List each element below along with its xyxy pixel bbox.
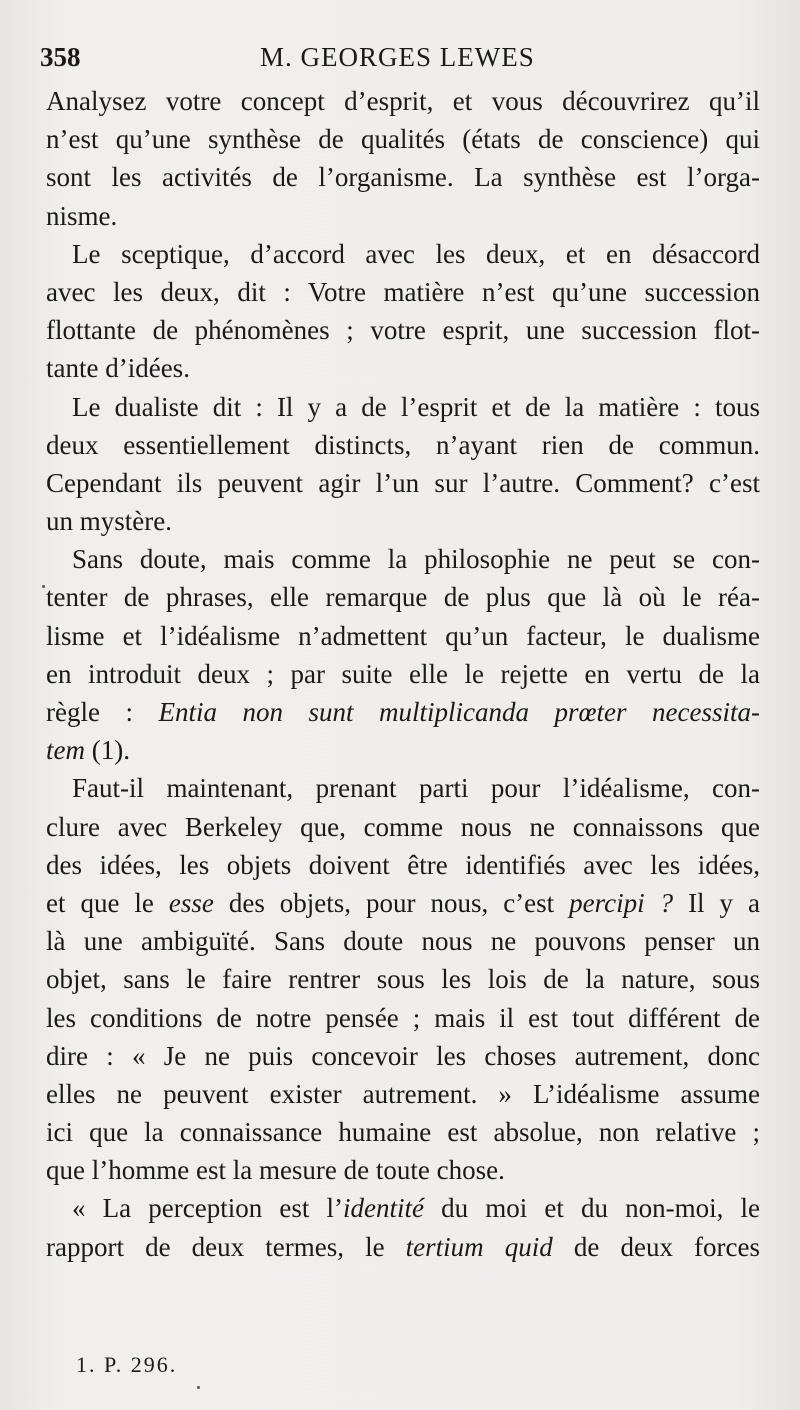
text-segment: sont les activités de l’organisme. La synthèse est l’orga-: [46, 162, 760, 193]
text-line: [46, 1037, 760, 1075]
body-text: [46, 82, 760, 1266]
text-segment: nisme.: [46, 200, 118, 231]
text-line: [46, 426, 760, 464]
text-segment: Le sceptique, d’accord avec les deux, et en désaccord: [72, 238, 760, 269]
text-segment: Cependant ils peuvent agir l’un sur l’autre. Comment? c’est: [46, 467, 760, 498]
text-segment: tenter de phrases, elle remarque de plus que là où le réa-: [46, 582, 760, 613]
text-line: [46, 158, 760, 196]
text-segment: Il y a: [673, 887, 760, 918]
text-line: [46, 884, 760, 922]
text-segment: flottante de phénomènes ; votre esprit, une succession flot-: [46, 315, 760, 346]
text-line: [46, 655, 760, 693]
text-segment: dire : « Je ne puis concevoir les choses autrement, donc: [46, 1040, 760, 1071]
text-segment: des objets, pour nous, c’est: [213, 887, 570, 918]
text-line: [46, 273, 760, 311]
text-segment: avec les deux, dit : Votre matière n’est qu’une succession: [46, 276, 760, 307]
text-line: [46, 540, 760, 578]
text-line: [46, 1113, 760, 1151]
text-segment: objet, sans le faire rentrer sous les lois de la nature, sous: [46, 964, 760, 995]
text-segment: Analysez votre concept d’esprit, et vous découvrirez qu’il: [46, 86, 760, 116]
italic-text: esse: [168, 887, 214, 918]
text-line: [46, 693, 760, 731]
text-line: [46, 311, 760, 349]
text-segment: un mystère.: [46, 506, 172, 537]
text-segment: que l’homme est la mesure de toute chose.: [46, 1155, 505, 1186]
text-line: [46, 82, 760, 120]
text-line: [46, 197, 760, 235]
text-line: [46, 1151, 760, 1189]
text-segment: les conditions de notre pensée ; mais il est tout différent de: [46, 1002, 760, 1033]
text-line: [46, 578, 760, 616]
text-segment: rapport de deux termes, le: [46, 1231, 406, 1262]
ink-speck: [42, 585, 45, 588]
text-segment: deux essentiellement distincts, n’ayant rien de commun.: [46, 429, 760, 460]
text-line: [46, 235, 760, 273]
text-segment: elles ne peuvent exister autrement. » L’idéalisme assume: [46, 1078, 760, 1109]
text-segment: Faut-il maintenant, prenant parti pour l’idéalisme, con-: [72, 773, 760, 804]
text-segment: en introduit deux ; par suite elle le rejette en vertu de la: [46, 658, 760, 689]
running-head-title: M. GEORGES LEWES: [260, 42, 535, 72]
text-line: [46, 769, 760, 807]
text-line: [46, 999, 760, 1037]
italic-text: Entia non sunt multiplicanda prœter necessita-: [158, 697, 760, 727]
text-line: [46, 1228, 760, 1266]
footnote: 1. P. 296.: [76, 1352, 178, 1377]
text-segment: règle :: [46, 697, 159, 727]
text-segment: « La perception est l’: [72, 1193, 343, 1224]
text-segment: et que le: [46, 887, 169, 918]
text-segment: ici que la connaissance humaine est absolue, non relative ;: [46, 1117, 760, 1148]
text-line: [46, 464, 760, 502]
text-line: [46, 731, 760, 769]
text-segment: lisme et l’idéalisme n’admettent qu’un facteur, le dualisme: [46, 620, 760, 651]
text-segment: là une ambiguïté. Sans doute nous ne pouvons penser un: [46, 926, 760, 957]
text-line: [46, 349, 760, 387]
text-segment: du moi et du non-moi, le: [423, 1193, 760, 1224]
italic-text: percipi ?: [569, 887, 674, 918]
text-line: [46, 808, 760, 846]
text-segment: clure avec Berkeley que, comme nous ne connaissons que: [46, 811, 760, 842]
text-line: [46, 846, 760, 884]
text-segment: (1).: [84, 735, 130, 766]
text-segment: tante d’idées.: [46, 353, 190, 384]
text-line: [46, 120, 760, 158]
text-line: [46, 617, 760, 655]
text-segment: de deux forces: [552, 1231, 760, 1262]
ink-speck: [197, 1386, 200, 1389]
text-line: [46, 1189, 760, 1227]
italic-text: identité: [342, 1193, 424, 1224]
text-segment: n’est qu’une synthèse de qualités (états de conscience) qui: [46, 124, 760, 155]
text-segment: Le dualiste dit : Il y a de l’esprit et de la matière : tous: [72, 391, 760, 422]
text-line: [46, 1075, 760, 1113]
text-segment: des idées, les objets doivent être identifiés avec les idées,: [46, 849, 760, 880]
text-line: [46, 922, 760, 960]
running-head: [40, 36, 760, 76]
text-line: [46, 960, 760, 998]
text-line: [46, 388, 760, 426]
italic-text: tem: [46, 735, 85, 766]
italic-text: tertium quid: [405, 1231, 553, 1262]
text-line: [46, 502, 760, 540]
text-segment: Sans doute, mais comme la philosophie ne peut se con-: [72, 544, 760, 575]
page-number: 358: [40, 42, 81, 72]
